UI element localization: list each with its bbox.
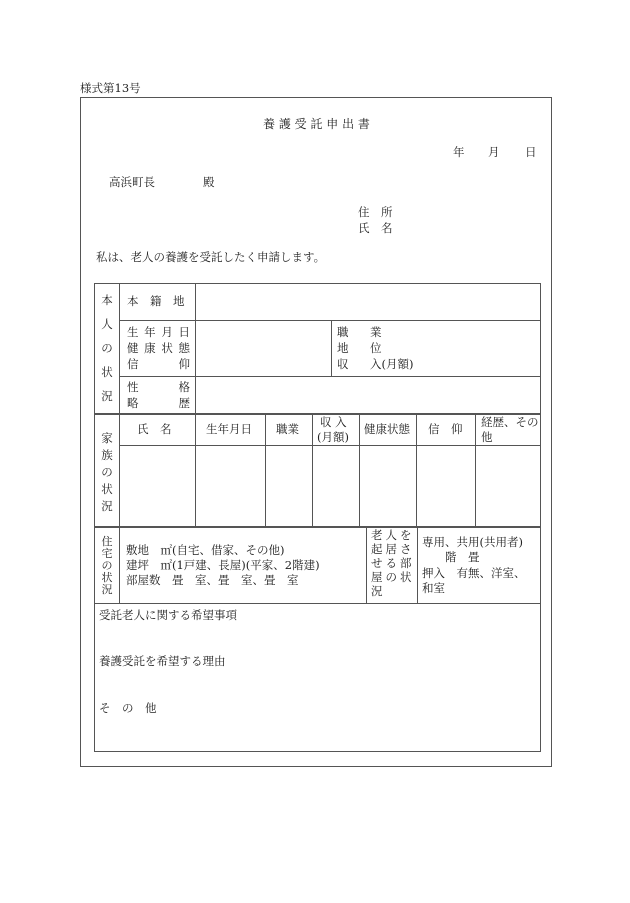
health-label: 健 康 状 態: [127, 341, 190, 355]
row-line-1: [119, 320, 541, 321]
family-col-4: [359, 413, 360, 526]
housing-col-1: [366, 526, 367, 603]
section-label-column-line: [119, 283, 120, 603]
date-month-label: 月: [488, 145, 500, 159]
family-col-occupation: 職業: [276, 422, 299, 436]
housing-rooms-line: 部屋数 畳 室、畳 室、畳 室: [126, 573, 299, 587]
family-col-income: 収 入: [320, 415, 347, 429]
occupation-label: 職 業: [337, 325, 382, 339]
position-label: 地 位: [337, 341, 382, 355]
divider-family: [94, 413, 541, 415]
family-col-6: [475, 413, 476, 526]
family-col-5: [416, 413, 417, 526]
family-col-1: [195, 413, 196, 526]
address-label: 住 所: [358, 205, 393, 219]
family-col-name: 氏 名: [137, 422, 172, 436]
self-label-column-line: [195, 283, 196, 413]
family-col-history-2: 他: [481, 430, 493, 444]
income-label: 収 入(月額): [337, 357, 414, 371]
room-usage-line: 専用、共用(共用者): [422, 535, 523, 549]
housing-floor-line: 建坪 ㎡(1戸建、長屋)(平家、2階建): [126, 558, 320, 572]
form-number: 様式第13号: [80, 81, 141, 95]
request-text: 私は、老人の養護を受託したく申請します。: [96, 250, 326, 264]
row-line-2: [119, 376, 541, 377]
reason-label: 養護受託を希望する理由: [99, 654, 226, 668]
family-col-history: 経歴、その: [481, 415, 539, 429]
housing-site-line: 敷地 ㎡(自宅、借家、その他): [126, 543, 285, 557]
divider-notes: [94, 603, 541, 604]
date-year-label: 年: [453, 145, 465, 159]
domicile-label: 本 籍 地: [127, 294, 185, 308]
family-header-line: [119, 445, 541, 446]
wishes-label: 受託老人に関する希望事項: [99, 608, 237, 622]
room-style-line: 和室: [422, 581, 445, 595]
elder-room-label: 老人を 起居さ せる部 屋の状 況: [371, 528, 415, 598]
family-col-faith: 信 仰: [428, 422, 463, 436]
addressee: 高浜町長: [109, 175, 155, 189]
faith-label: 信 仰: [127, 357, 190, 371]
divider-housing: [94, 526, 541, 528]
housing-section-label: 住 宅 の 状 況: [101, 535, 113, 596]
honorific: 殿: [203, 175, 215, 189]
family-col-2: [265, 413, 266, 526]
family-col-birth: 生年月日: [206, 422, 252, 436]
family-col-3: [312, 413, 313, 526]
room-closet-line: 押入 有無、洋室、: [422, 566, 526, 580]
self-mid-line: [331, 320, 332, 376]
family-col-health: 健康状態: [364, 422, 410, 436]
date-day-label: 日: [525, 145, 537, 159]
family-col-income-unit: (月額): [317, 430, 349, 444]
self-section-label: 本 人 の 状 況: [101, 293, 113, 403]
room-floor-line: 階 畳: [445, 550, 480, 564]
other-label: そ の 他: [99, 701, 157, 715]
housing-col-2: [417, 526, 418, 603]
form-title: 養 護 受 託 申 出 書: [263, 117, 370, 131]
gender-label: 性 格: [127, 380, 190, 394]
history-label: 略 歴: [127, 396, 190, 410]
name-label: 氏 名: [358, 221, 393, 235]
family-section-label: 家 族 の 状 況: [101, 431, 113, 513]
birth-label: 生 年 月 日: [127, 325, 190, 339]
